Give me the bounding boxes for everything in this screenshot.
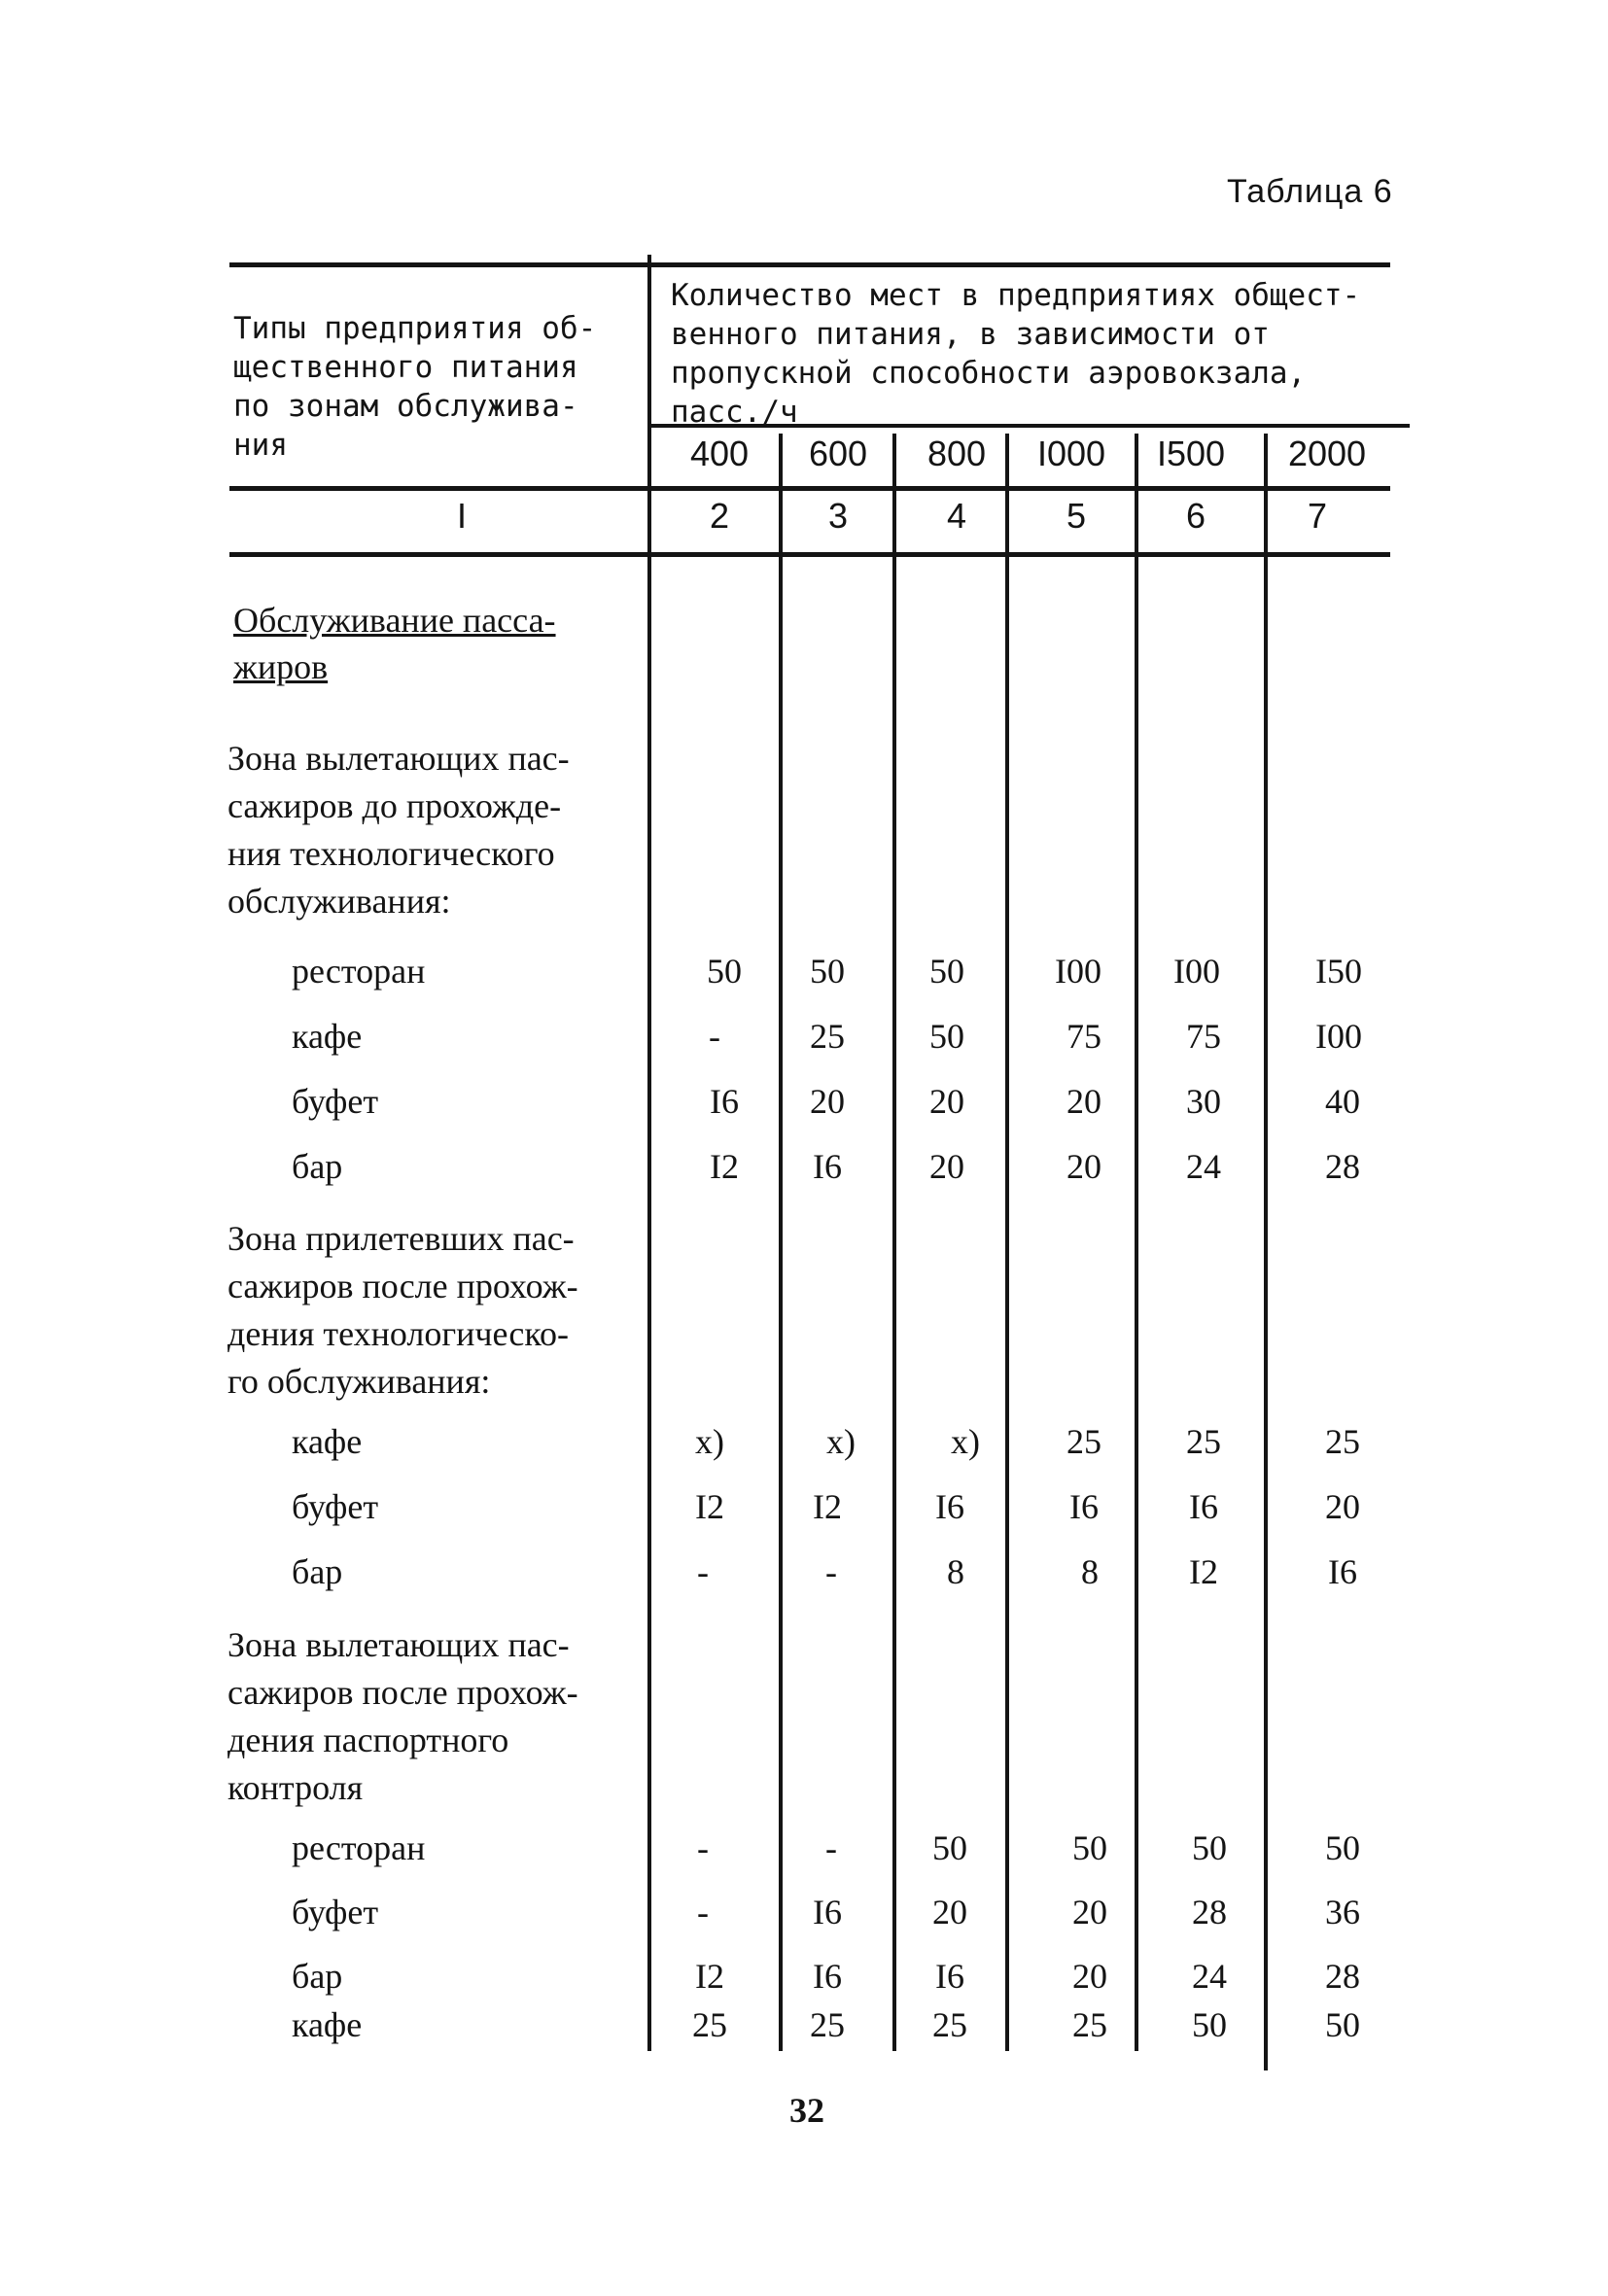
table-cell: 28 — [1325, 1957, 1360, 1996]
table-cell: I00 — [1315, 1017, 1362, 1056]
row-label: ресторан — [292, 952, 426, 991]
row-label: бар — [292, 1552, 343, 1591]
column-number-3: 3 — [827, 496, 849, 536]
table-cell: 28 — [1325, 1147, 1360, 1186]
table-cell: x) — [826, 1422, 856, 1461]
column-number-5: 5 — [1066, 496, 1087, 536]
zone-title: Зона вылетающих пас- сажиров до прохожде- ния технологического обслуживания: — [227, 739, 570, 921]
table-cell: 50 — [1192, 1828, 1227, 1867]
table-cell: 25 — [692, 2005, 727, 2044]
table-cell: 25 — [1072, 2005, 1107, 2044]
table-cell: 50 — [707, 952, 742, 991]
table-cell: 50 — [1072, 1828, 1107, 1867]
capacity-600: 600 — [808, 434, 868, 473]
table-cell: 20 — [810, 1082, 845, 1121]
table-cell: I00 — [1055, 952, 1101, 991]
table-label: Таблица 6 — [1227, 173, 1393, 210]
capacity-1000: I000 — [1036, 434, 1106, 473]
table-cell: - — [825, 1828, 837, 1867]
column-divider-3 — [1005, 434, 1009, 2051]
column-divider-4 — [1135, 434, 1138, 2051]
table-cell: 25 — [810, 2005, 845, 2044]
row-label: бар — [292, 1147, 343, 1186]
table-cell: 75 — [1066, 1017, 1101, 1056]
table-cell: x) — [695, 1422, 724, 1461]
table-cell: 28 — [1192, 1893, 1227, 1931]
table-cell: I2 — [710, 1147, 739, 1186]
column-number-2: 2 — [709, 496, 730, 536]
table-cell: 50 — [1325, 2005, 1360, 2044]
column-divider-main — [647, 255, 651, 2051]
column-divider-5 — [1264, 434, 1268, 2070]
table-cell: I2 — [813, 1487, 842, 1526]
row-label: буфет — [292, 1893, 379, 1931]
table-cell: 8 — [1081, 1552, 1099, 1591]
column-number-6: 6 — [1185, 496, 1206, 536]
row-label: кафе — [292, 2005, 363, 2044]
table-cell: 25 — [810, 1017, 845, 1056]
table-cell: I6 — [813, 1147, 842, 1186]
table-cell: 8 — [947, 1552, 964, 1591]
table-cell: I6 — [935, 1957, 964, 1996]
section-title: Обслуживание пасса- жиров — [233, 601, 556, 686]
zone-title: Зона вылетающих пас- сажиров после прохож- дения паспортного контроля — [227, 1625, 578, 1807]
table-cell: 25 — [1325, 1422, 1360, 1461]
table-cell: I50 — [1315, 952, 1362, 991]
capacity-800: 800 — [926, 434, 987, 473]
column-number-1: I — [456, 496, 467, 536]
table-cell: I6 — [935, 1487, 964, 1526]
row-label: бар — [292, 1957, 343, 1996]
table-cell: 20 — [1066, 1082, 1101, 1121]
row-label: буфет — [292, 1082, 379, 1121]
table-cell: I6 — [1189, 1487, 1218, 1526]
header-left-text: Типы предприятия об- щественного питания по зонам обслужива- ния — [233, 311, 597, 463]
table-cell: 20 — [929, 1082, 964, 1121]
table-cell: I6 — [813, 1957, 842, 1996]
zone-title: Зона прилетевших пас- сажиров после прохож- дения технологическо- го обслуживания: — [227, 1219, 578, 1401]
table-cell: x) — [951, 1422, 980, 1461]
column-divider-2 — [892, 434, 896, 2051]
table-top-rule — [229, 262, 1390, 267]
table-cell: 20 — [929, 1147, 964, 1186]
page-number: 32 — [789, 2091, 824, 2130]
header-bottom-rule — [229, 486, 1390, 491]
table-cell: I2 — [695, 1487, 724, 1526]
table-cell: I6 — [1069, 1487, 1099, 1526]
table-cell: I6 — [710, 1082, 739, 1121]
table-cell: I6 — [813, 1893, 842, 1931]
table-cell: 36 — [1325, 1893, 1360, 1931]
table-cell: 50 — [932, 1828, 967, 1867]
table-cell: - — [709, 1017, 720, 1056]
table-cell: I00 — [1173, 952, 1220, 991]
table-cell: 20 — [1072, 1893, 1107, 1931]
table-cell: 25 — [932, 2005, 967, 2044]
table-cell: 25 — [1186, 1422, 1221, 1461]
row-label: кафе — [292, 1422, 363, 1461]
table-cell: 20 — [1325, 1487, 1360, 1526]
column-number-4: 4 — [946, 496, 967, 536]
row-label: буфет — [292, 1487, 379, 1526]
table-cell: 24 — [1192, 1957, 1227, 1996]
column-number-7: 7 — [1307, 496, 1328, 536]
row-label: ресторан — [292, 1828, 426, 1867]
table-cell: I2 — [1189, 1552, 1218, 1591]
row-label: кафе — [292, 1017, 363, 1056]
table-cell: 50 — [929, 1017, 964, 1056]
table-cell: 30 — [1186, 1082, 1221, 1121]
table-cell: 50 — [810, 952, 845, 991]
table-cell: - — [697, 1552, 709, 1591]
table-cell: 50 — [929, 952, 964, 991]
capacity-400: 400 — [689, 434, 750, 473]
table-cell: I6 — [1328, 1552, 1357, 1591]
table-cell: 75 — [1186, 1017, 1221, 1056]
table-cell: 20 — [932, 1893, 967, 1931]
capacity-2000: 2000 — [1287, 434, 1367, 473]
column-numbers-bottom-rule — [229, 552, 1390, 557]
table-cell: 20 — [1066, 1147, 1101, 1186]
header-right-text: Количество мест в предприятиях общест- венного питания, в зависимости от пропускной способности аэровокзала, пасс./ч — [671, 278, 1361, 430]
capacity-1500: I500 — [1156, 434, 1226, 473]
table-cell: 50 — [1325, 1828, 1360, 1867]
table-cell: 40 — [1325, 1082, 1360, 1121]
table-cell: I2 — [695, 1957, 724, 1996]
table-cell: - — [825, 1552, 837, 1591]
table-cell: - — [697, 1828, 709, 1867]
column-divider-1 — [779, 434, 783, 2051]
table-cell: 24 — [1186, 1147, 1221, 1186]
table-cell: 50 — [1192, 2005, 1227, 2044]
table-cell: 20 — [1072, 1957, 1107, 1996]
table-cell: 25 — [1066, 1422, 1101, 1461]
table-cell: - — [697, 1893, 709, 1931]
